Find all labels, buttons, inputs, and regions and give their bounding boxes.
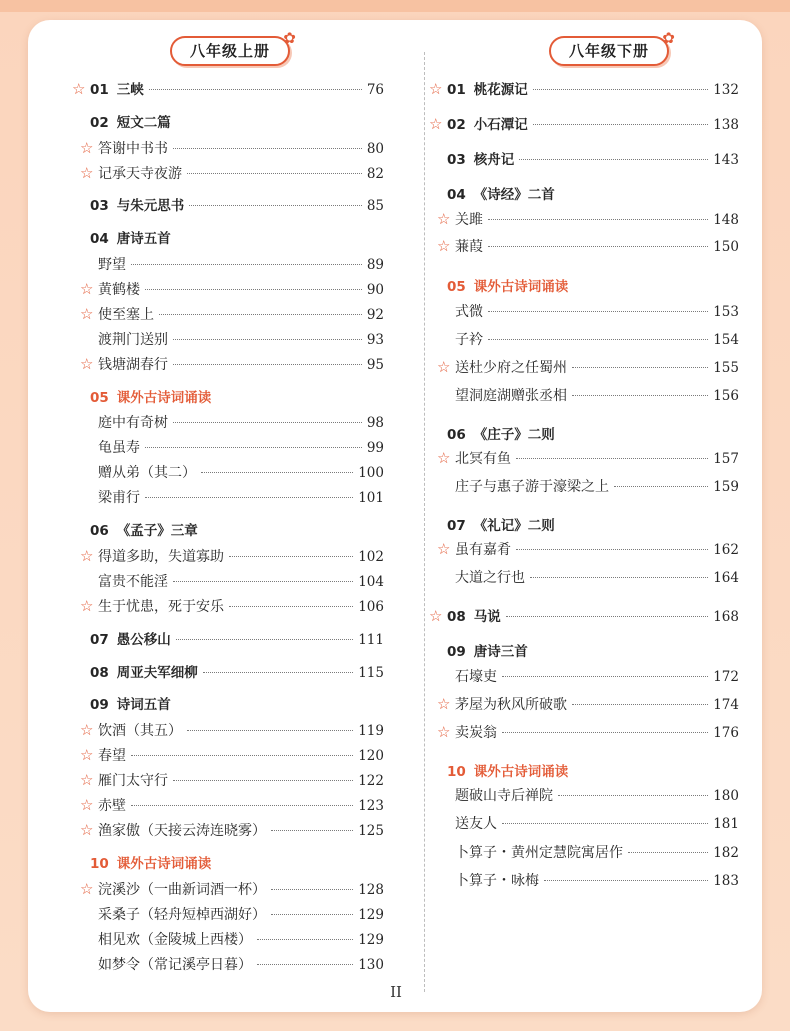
toc-section-heading (72, 227, 384, 249)
volume-title-badge (170, 29, 297, 66)
dot-leader (145, 497, 353, 498)
dot-leader (502, 823, 708, 824)
lesson-title: 三峡 (116, 82, 144, 98)
dot-leader (257, 939, 353, 940)
toc-entry (429, 208, 739, 230)
dot-leader (533, 124, 708, 125)
page-reference: 180 (713, 788, 739, 804)
volume-title: 八年级上册 (190, 42, 271, 60)
dot-leader (187, 173, 362, 174)
star-icon: ☆ (80, 771, 94, 789)
toc-entry (72, 953, 384, 975)
toc-entry (72, 628, 384, 650)
dot-leader (229, 606, 353, 607)
toc-entry (72, 436, 384, 458)
dot-leader (187, 730, 353, 731)
page-reference: 155 (713, 360, 739, 376)
dot-leader (572, 395, 708, 396)
toc-entry (72, 486, 384, 508)
star-icon: ☆ (437, 540, 451, 558)
lesson-title: 浣溪沙（一曲新词酒一杯） (98, 882, 266, 898)
lesson-title: 课外古诗词诵读 (116, 856, 212, 872)
lesson-number: 08 (90, 665, 109, 681)
toc-entry (429, 447, 739, 469)
toc-column-grade8-vol2 (425, 20, 762, 1012)
dot-leader (544, 880, 708, 881)
lesson-title: 卜算子・咏梅 (455, 873, 539, 889)
lesson-title: 愚公移山 (116, 632, 171, 648)
lesson-number: 06 (90, 523, 109, 539)
lesson-title: 钱塘湖春行 (98, 357, 168, 373)
star-icon: ☆ (437, 449, 451, 467)
dot-leader (173, 422, 362, 423)
lesson-title: 富贵不能淫 (98, 574, 168, 590)
toc-section-heading (429, 275, 739, 297)
star-icon: ☆ (80, 721, 94, 739)
lesson-number: 04 (90, 231, 109, 247)
dot-leader (488, 311, 708, 312)
star-icon: ☆ (80, 305, 94, 323)
page-reference: 106 (358, 599, 384, 615)
lesson-title: 渔家傲（天接云涛连晓雾） (98, 823, 266, 839)
dot-leader (173, 581, 353, 582)
dot-leader (488, 219, 708, 220)
lesson-title: 卖炭翁 (455, 725, 497, 741)
page-reference: 157 (713, 451, 739, 467)
page-reference: 162 (713, 542, 739, 558)
dot-leader (173, 339, 362, 340)
lesson-title: 使至塞上 (98, 307, 154, 323)
dot-leader (572, 367, 708, 368)
page-reference: 123 (358, 798, 384, 814)
toc-entry (429, 784, 739, 806)
dot-leader (201, 472, 353, 473)
lesson-title: 《孟子》三章 (116, 523, 198, 539)
page-reference: 156 (713, 388, 739, 404)
page-reference: 154 (713, 332, 739, 348)
toc-entry (72, 819, 384, 841)
lesson-title: 核舟记 (473, 152, 515, 168)
page-reference: 119 (358, 723, 384, 739)
page-reference: 182 (713, 845, 739, 861)
dot-leader (558, 795, 708, 796)
toc-entry (429, 235, 739, 257)
toc-entry (429, 538, 739, 560)
page-number: II (390, 983, 402, 1001)
volume-title: 八年级下册 (569, 42, 650, 60)
toc-entry (72, 794, 384, 816)
lesson-title: 课外古诗词诵读 (473, 279, 569, 295)
page-reference: 130 (358, 957, 384, 973)
star-icon: ☆ (80, 746, 94, 764)
toc-entry (429, 328, 739, 350)
toc-entry (72, 661, 384, 683)
page-reference: 174 (713, 697, 739, 713)
lesson-number: 05 (447, 279, 466, 295)
toc-entry (72, 411, 384, 433)
lesson-title: 生于忧患，死于安乐 (98, 599, 224, 615)
page-reference: 102 (358, 549, 384, 565)
page-reference: 159 (713, 479, 739, 495)
dot-leader (506, 616, 708, 617)
lesson-title: 野望 (98, 257, 126, 273)
dot-leader (530, 577, 708, 578)
star-icon: ☆ (429, 80, 443, 98)
lesson-title: 《诗经》二首 (473, 187, 555, 203)
page-reference: 122 (358, 773, 384, 789)
page-reference: 148 (713, 212, 739, 228)
toc-section-heading (429, 760, 739, 782)
star-icon: ☆ (80, 547, 94, 565)
lesson-number: 07 (447, 518, 466, 534)
lesson-title: 诗词五首 (116, 697, 171, 713)
dot-leader (203, 672, 353, 673)
star-icon: ☆ (437, 210, 451, 228)
page-reference: 150 (713, 239, 739, 255)
dot-leader (159, 314, 362, 315)
lesson-title: 望洞庭湖赠张丞相 (455, 388, 567, 404)
toc-section-heading (72, 386, 384, 408)
page-reference: 115 (358, 665, 384, 681)
star-icon: ☆ (429, 607, 443, 625)
toc-entry (72, 903, 384, 925)
dot-leader (488, 246, 708, 247)
toc-entry (429, 605, 739, 627)
lesson-title: 短文二篇 (116, 115, 171, 131)
toc-section-heading (72, 693, 384, 715)
toc-entry (72, 194, 384, 216)
dot-leader (502, 676, 708, 677)
flower-icon: ✿ (662, 29, 676, 47)
page-reference: 125 (358, 823, 384, 839)
lesson-title: 梁甫行 (98, 490, 140, 506)
page-reference: 128 (358, 882, 384, 898)
star-icon: ☆ (80, 880, 94, 898)
star-icon: ☆ (80, 597, 94, 615)
toc-entry (72, 353, 384, 375)
page-reference: 99 (366, 440, 384, 456)
page-reference: 138 (713, 117, 739, 133)
toc-section-heading (72, 111, 384, 133)
toc-entry (72, 928, 384, 950)
dot-leader (257, 964, 353, 965)
dot-leader (533, 89, 708, 90)
lesson-title: 唐诗五首 (116, 231, 171, 247)
toc-section-heading (429, 514, 739, 536)
star-icon: ☆ (437, 358, 451, 376)
dot-leader (271, 914, 353, 915)
lesson-title: 石壕吏 (455, 669, 497, 685)
lesson-number: 09 (90, 697, 109, 713)
lesson-title: 大道之行也 (455, 570, 525, 586)
dot-leader (516, 549, 708, 550)
toc-entry (72, 878, 384, 900)
toc-entry (429, 384, 739, 406)
lesson-title: 桃花源记 (473, 82, 528, 98)
toc-section-heading (72, 519, 384, 541)
lesson-title: 送杜少府之任蜀州 (455, 360, 567, 376)
lesson-title: 采桑子（轻舟短棹西湖好） (98, 907, 266, 923)
lesson-number: 10 (447, 764, 466, 780)
lesson-title: 虽有嘉肴 (455, 542, 511, 558)
lesson-number: 02 (90, 115, 109, 131)
page-reference: 89 (366, 257, 384, 273)
top-strip (0, 0, 790, 12)
toc-entry (72, 570, 384, 592)
dot-leader (519, 159, 708, 160)
lesson-number: 05 (90, 390, 109, 406)
page-reference: 76 (366, 82, 384, 98)
star-icon: ☆ (437, 723, 451, 741)
lesson-title: 赤壁 (98, 798, 126, 814)
lesson-title: 关雎 (455, 212, 483, 228)
page-reference: 111 (358, 632, 384, 648)
page-reference: 104 (358, 574, 384, 590)
lesson-title: 龟虽寿 (98, 440, 140, 456)
star-icon: ☆ (80, 164, 94, 182)
lesson-title: 《庄子》二则 (473, 427, 555, 443)
lesson-title: 送友人 (455, 816, 497, 832)
dot-leader (229, 556, 353, 557)
lesson-title: 小石潭记 (473, 117, 528, 133)
toc-entry (429, 665, 739, 687)
lesson-title: 周亚夫军细柳 (116, 665, 198, 681)
lesson-number: 06 (447, 427, 466, 443)
toc-entry (429, 356, 739, 378)
star-icon: ☆ (72, 80, 86, 98)
lesson-title: 答谢中书书 (98, 141, 168, 157)
dot-leader (173, 780, 353, 781)
dot-leader (176, 639, 353, 640)
lesson-number: 09 (447, 644, 466, 660)
page-reference: 176 (713, 725, 739, 741)
toc-entry (429, 148, 739, 170)
page-reference: 143 (713, 152, 739, 168)
dot-leader (502, 732, 708, 733)
page-reference: 181 (713, 816, 739, 832)
lesson-title: 记承天寺夜游 (98, 166, 182, 182)
toc-entry (429, 475, 739, 497)
toc-entry (72, 303, 384, 325)
page-reference: 98 (366, 415, 384, 431)
toc-entry (429, 812, 739, 834)
page-reference: 92 (366, 307, 384, 323)
toc-entry (72, 137, 384, 159)
lesson-title: 北冥有鱼 (455, 451, 511, 467)
star-icon: ☆ (429, 115, 443, 133)
lesson-title: 《礼记》二则 (473, 518, 555, 534)
lesson-title: 如梦令（常记溪亭日暮） (98, 957, 252, 973)
page-reference: 164 (713, 570, 739, 586)
dot-leader (271, 889, 353, 890)
star-icon: ☆ (80, 139, 94, 157)
lesson-title: 雁门太守行 (98, 773, 168, 789)
lesson-number: 01 (447, 82, 466, 98)
lesson-title: 与朱元思书 (116, 198, 185, 214)
dot-leader (149, 89, 362, 90)
dot-leader (189, 205, 362, 206)
lesson-number: 03 (90, 198, 109, 214)
lesson-title: 卜算子・黄州定慧院寓居作 (455, 845, 623, 861)
lesson-number: 10 (90, 856, 109, 872)
lesson-number: 02 (447, 117, 466, 133)
lesson-title: 庭中有奇树 (98, 415, 168, 431)
toc-entry (72, 595, 384, 617)
lesson-title: 饮酒（其五） (98, 723, 182, 739)
lesson-title: 式微 (455, 304, 483, 320)
page-reference: 153 (713, 304, 739, 320)
lesson-title: 马说 (473, 609, 501, 625)
page-reference: 95 (366, 357, 384, 373)
star-icon: ☆ (80, 355, 94, 373)
dot-leader (173, 148, 362, 149)
page-reference: 93 (366, 332, 384, 348)
dot-leader (173, 364, 362, 365)
dot-leader (271, 830, 353, 831)
page-reference: 90 (366, 282, 384, 298)
toc-entry (72, 253, 384, 275)
toc-entry (72, 744, 384, 766)
lesson-title: 春望 (98, 748, 126, 764)
lesson-number: 08 (447, 609, 466, 625)
lesson-title: 黄鹤楼 (98, 282, 140, 298)
toc-entry (72, 545, 384, 567)
lesson-title: 课外古诗词诵读 (473, 764, 569, 780)
star-icon: ☆ (437, 237, 451, 255)
toc-entry (429, 841, 739, 863)
lesson-title: 蒹葭 (455, 239, 483, 255)
toc-entry (72, 278, 384, 300)
toc-entry (72, 769, 384, 791)
toc-entry (72, 162, 384, 184)
dot-leader (131, 755, 353, 756)
lesson-title: 赠从弟（其二） (98, 465, 196, 481)
lesson-number: 03 (447, 152, 466, 168)
lesson-title: 课外古诗词诵读 (116, 390, 212, 406)
dot-leader (572, 704, 708, 705)
dot-leader (628, 852, 708, 853)
toc-section-heading (72, 852, 384, 874)
flower-icon: ✿ (283, 29, 297, 47)
toc-entry (429, 300, 739, 322)
dot-leader (516, 458, 708, 459)
toc-column-grade8-vol1 (28, 20, 424, 1012)
dot-leader (488, 339, 708, 340)
page-reference: 172 (713, 669, 739, 685)
page-reference: 100 (358, 465, 384, 481)
toc-entry (429, 721, 739, 743)
lesson-title: 得道多助，失道寡助 (98, 549, 224, 565)
star-icon: ☆ (80, 796, 94, 814)
page-reference: 168 (713, 609, 739, 625)
star-icon: ☆ (80, 821, 94, 839)
dot-leader (145, 447, 362, 448)
lesson-number: 04 (447, 187, 466, 203)
dot-leader (131, 805, 353, 806)
lesson-title: 相见欢（金陵城上西楼） (98, 932, 252, 948)
page-reference: 183 (713, 873, 739, 889)
page-reference: 80 (366, 141, 384, 157)
star-icon: ☆ (437, 695, 451, 713)
page-reference: 132 (713, 82, 739, 98)
toc-card (28, 20, 762, 1012)
page-reference: 82 (366, 166, 384, 182)
lesson-title: 唐诗三首 (473, 644, 528, 660)
toc-entry (429, 566, 739, 588)
toc-section-heading (429, 423, 739, 445)
star-icon: ☆ (80, 280, 94, 298)
lesson-title: 渡荆门送别 (98, 332, 168, 348)
volume-title-badge (549, 29, 676, 66)
toc-entry (429, 693, 739, 715)
dot-leader (614, 486, 708, 487)
lesson-number: 01 (90, 82, 109, 98)
toc-entry (429, 78, 739, 100)
toc-section-heading (429, 640, 739, 662)
page-reference: 85 (366, 198, 384, 214)
toc-section-heading (429, 183, 739, 205)
toc-entry (72, 719, 384, 741)
toc-entry (72, 78, 384, 100)
page-reference: 101 (358, 490, 384, 506)
dot-leader (131, 264, 362, 265)
toc-entry (72, 461, 384, 483)
page-reference: 129 (358, 932, 384, 948)
lesson-number: 07 (90, 632, 109, 648)
toc-entry (429, 113, 739, 135)
page-reference: 120 (358, 748, 384, 764)
lesson-title: 庄子与惠子游于濠梁之上 (455, 479, 609, 495)
lesson-title: 题破山寺后禅院 (455, 788, 553, 804)
lesson-title: 子衿 (455, 332, 483, 348)
toc-entry (72, 328, 384, 350)
page-reference: 129 (358, 907, 384, 923)
lesson-title: 茅屋为秋风所破歌 (455, 697, 567, 713)
toc-entry (429, 869, 739, 891)
dot-leader (145, 289, 362, 290)
